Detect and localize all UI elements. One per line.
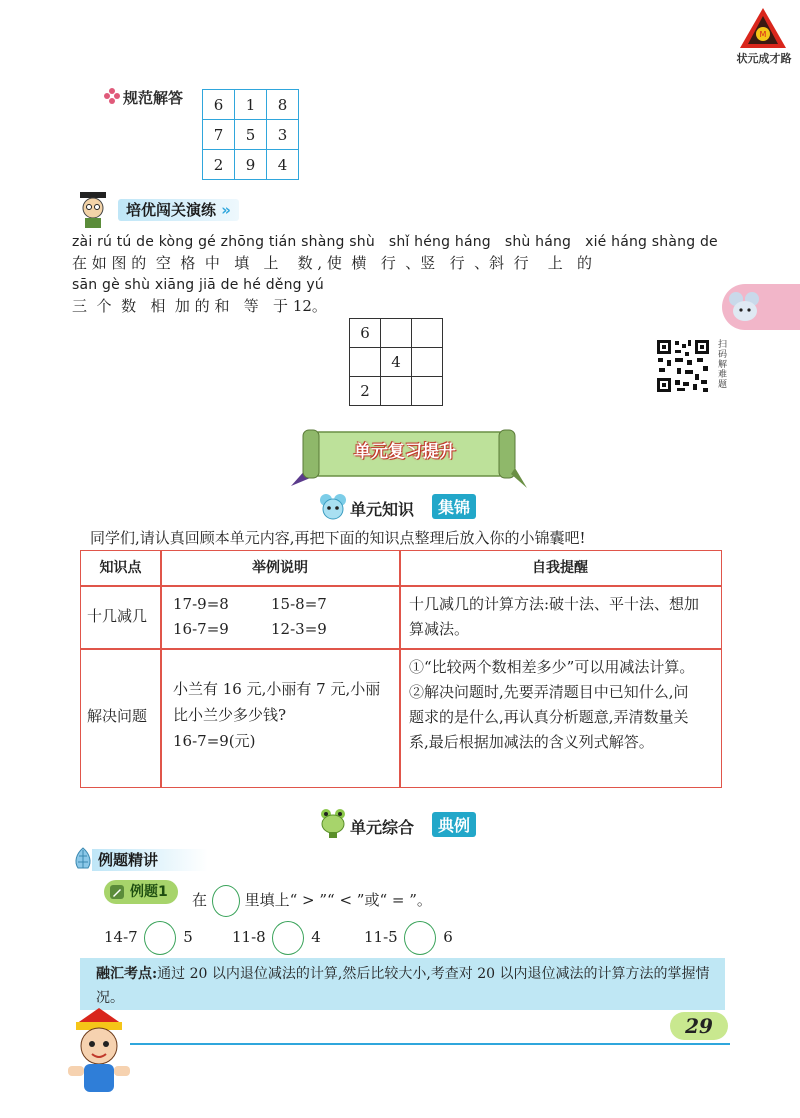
footer-rule — [130, 1043, 730, 1045]
puzzle-grid — [349, 318, 443, 406]
answer-circle[interactable] — [272, 921, 304, 955]
table-header: 举例说明 — [252, 560, 308, 576]
comparison-right: 4 — [311, 928, 321, 946]
exam-point-text: 通过 20 以内退位减法的计算,然后比较大小,考查对 20 以内退位减法的计算方法的掌握情况。 — [96, 966, 710, 1006]
lecture-title: 例题精讲 — [92, 849, 208, 871]
grid-cell: 1 — [235, 90, 267, 120]
question-line: 在 如 图 的 空 格 中 填 上 数 , 使 横 行 、竖 行 、斜 行 上 的 — [72, 254, 593, 272]
example1-question — [192, 885, 432, 917]
comparison-right: 5 — [183, 928, 193, 946]
comprehensive-badge: 典例 — [432, 812, 476, 837]
grid-cell: 3 — [267, 120, 299, 150]
svg-text:M: M — [759, 30, 767, 39]
pencil-icon — [108, 883, 126, 901]
practice-title-text: 培优闯关演练 — [126, 201, 217, 219]
grid-cell: 4 — [267, 150, 299, 180]
brand-logo — [738, 6, 788, 50]
grid-cell — [412, 348, 443, 377]
knowledge-table — [80, 550, 722, 788]
grid-cell — [412, 319, 443, 348]
grid-cell — [350, 348, 381, 377]
mouse-tab — [722, 284, 800, 330]
comparison-left: 11-5 — [364, 928, 398, 946]
grid-cell: 2 — [203, 150, 235, 180]
example-equation: 17-9=8 — [173, 595, 229, 613]
frog-mascot-icon — [318, 806, 348, 838]
comparison-item — [364, 921, 453, 955]
grid-cell — [381, 319, 412, 348]
grid-cell: 7 — [203, 120, 235, 150]
qr-label: 扫码解难题 — [718, 340, 728, 390]
reminder-line: ①“比较两个数相差多少”可以用减法计算。 — [409, 658, 695, 676]
comprehensive-heading: 单元综合 — [350, 818, 415, 837]
grid-cell: 6 — [350, 319, 381, 348]
comparison-right: 6 — [443, 928, 453, 946]
grid-cell: 2 — [350, 377, 381, 406]
brand-text: 状元成才路 — [736, 52, 792, 65]
comparison-item — [232, 921, 321, 955]
exam-point — [96, 962, 721, 1010]
pinyin-line: sān gè shù xiāng jiā de hé děng yú — [72, 277, 324, 293]
knowledge-badge: 集锦 — [432, 494, 476, 519]
mascot-head-icon — [318, 492, 348, 522]
reminder-line: 系,最后根据加减法的含义列式解答。 — [409, 733, 654, 751]
table-header: 自我提醒 — [532, 560, 588, 576]
scholar-cartoon-icon — [72, 190, 116, 230]
example-line: 小兰有 16 元,小丽有 7 元,小丽 — [173, 680, 381, 698]
exam-point-label: 融汇考点: — [96, 966, 158, 982]
question-line: 三 个 数 相 加 的 和 等 于 12。 — [72, 297, 327, 315]
grid-cell: 8 — [267, 90, 299, 120]
answer-circle[interactable] — [144, 921, 176, 955]
grid-cell — [381, 377, 412, 406]
example-equation: 12-3=9 — [271, 620, 327, 638]
example-line: 16-7=9(元) — [173, 732, 256, 750]
comparison-left: 11-8 — [232, 928, 266, 946]
reminder-line: ②解决问题时,先要弄清题目中已知什么,问 — [409, 683, 689, 701]
example-line: 比小兰少多少钱? — [173, 706, 287, 724]
knowledge-point: 十几减几 — [87, 607, 148, 625]
mouse-icon — [722, 284, 768, 330]
flower-icon — [103, 87, 121, 105]
question-text-after: 里填上“ > ”“ < ”或“ = ”。 — [244, 891, 432, 909]
grid-cell: 4 — [381, 348, 412, 377]
boy-mascot-icon — [62, 1006, 136, 1098]
example-equation: 15-8=7 — [271, 595, 327, 613]
standard-answer-label: 规范解答 — [123, 89, 184, 107]
reminder-line: 题求的是什么,再认真分析题意,弄清数量关 — [409, 708, 689, 726]
question-text-before: 在 — [192, 891, 208, 909]
knowledge-point: 解决问题 — [87, 707, 148, 725]
practice-title: 培优闯关演练 » — [118, 199, 239, 221]
shell-icon — [72, 846, 94, 872]
page-number: 29 — [670, 1012, 728, 1040]
example-equation: 16-7=9 — [173, 620, 229, 638]
comparison-item — [104, 921, 193, 955]
comparison-left: 14-7 — [104, 928, 138, 946]
grid-cell: 5 — [235, 120, 267, 150]
reminder-line: 十几减几的计算方法:破十法、平十法、想加 — [409, 595, 700, 613]
pinyin-line: zài rú tú de kòng gé zhōng tián shàng shù shǐ héng háng shù háng xié háng shàng de — [72, 234, 718, 250]
knowledge-heading: 单元知识 — [350, 500, 415, 519]
knowledge-intro: 同学们,请认真回顾本单元内容,再把下面的知识点整理后放入你的小锦囊吧! — [90, 529, 586, 547]
answer-circle[interactable] — [404, 921, 436, 955]
grid-cell: 9 — [235, 150, 267, 180]
circle-blank-icon — [212, 885, 240, 917]
grid-cell — [412, 377, 443, 406]
qr-code-icon — [655, 338, 711, 394]
example1-badge — [104, 880, 178, 904]
answer-grid — [202, 89, 299, 180]
reminder-line: 算减法。 — [409, 620, 470, 638]
table-header: 知识点 — [99, 560, 142, 576]
review-banner-title: 单元复习提升 — [354, 442, 456, 462]
grid-cell: 6 — [203, 90, 235, 120]
example1-badge-label: 例题1 — [130, 884, 168, 900]
